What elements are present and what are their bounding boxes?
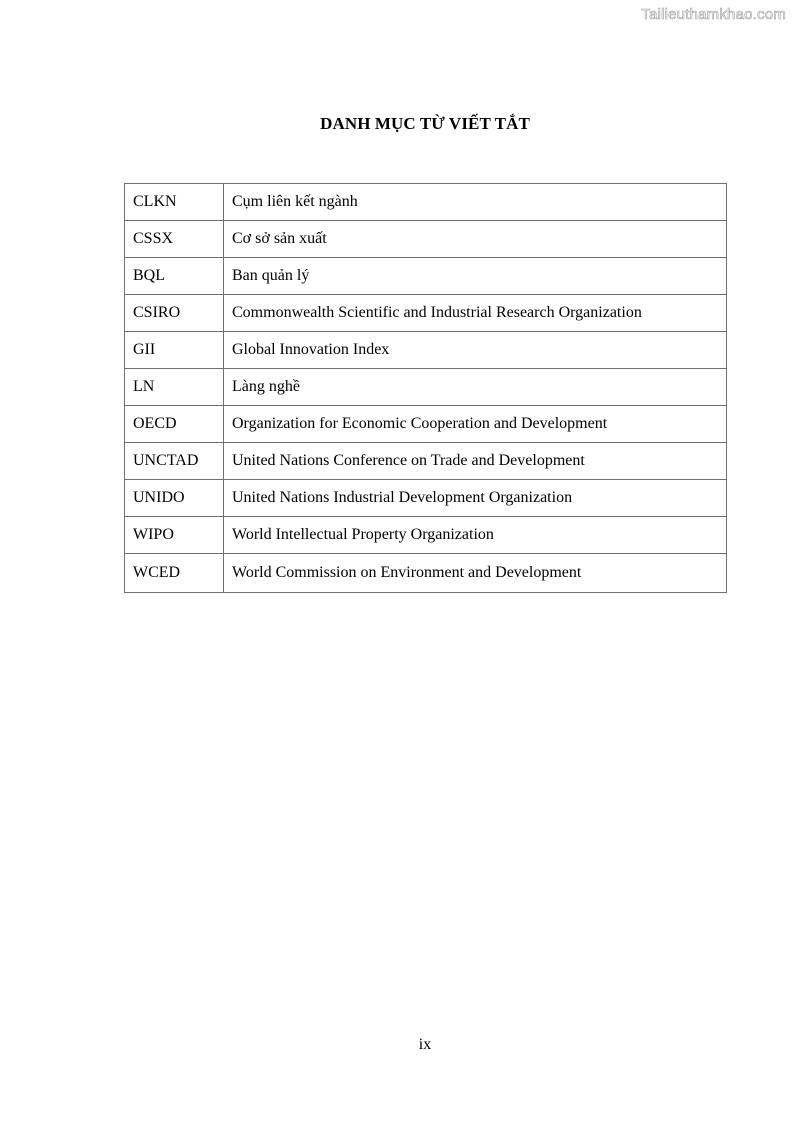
table-row xyxy=(125,517,727,554)
table-row xyxy=(125,258,727,295)
table-row xyxy=(125,369,727,406)
abbreviation-code: GII xyxy=(125,332,224,369)
abbreviation-meaning: Ban quản lý xyxy=(224,258,727,295)
table-row xyxy=(125,443,727,480)
abbreviation-code: CSSX xyxy=(125,221,224,258)
abbreviation-code: LN xyxy=(125,369,224,406)
page-number: ix xyxy=(418,1036,432,1053)
abbreviation-meaning: World Commission on Environment and Development xyxy=(224,554,727,593)
abbreviation-meaning: United Nations Conference on Trade and Development xyxy=(224,443,727,480)
table-row xyxy=(125,554,727,593)
abbreviation-code: WCED xyxy=(125,554,224,593)
abbreviation-code: UNCTAD xyxy=(125,443,224,480)
watermark: Tailieuthamkhao.com xyxy=(641,6,786,23)
table-row xyxy=(125,406,727,443)
abbreviation-meaning: United Nations Industrial Development Organization xyxy=(224,480,727,517)
table-row xyxy=(125,480,727,517)
abbreviation-meaning: Làng nghề xyxy=(224,369,727,406)
abbreviation-code: CLKN xyxy=(125,184,224,221)
abbreviation-code: BQL xyxy=(125,258,224,295)
abbreviation-code: WIPO xyxy=(125,517,224,554)
abbreviation-meaning: Commonwealth Scientific and Industrial Research Organization xyxy=(224,295,727,332)
table-row xyxy=(125,221,727,258)
table-row xyxy=(125,184,727,221)
abbreviation-code: CSIRO xyxy=(125,295,224,332)
abbreviation-meaning: World Intellectual Property Organization xyxy=(224,517,727,554)
abbreviation-meaning: Cơ sở sản xuất xyxy=(224,221,727,258)
table-row xyxy=(125,332,727,369)
abbreviation-code: UNIDO xyxy=(125,480,224,517)
table-row xyxy=(125,295,727,332)
abbreviation-meaning: Global Innovation Index xyxy=(224,332,727,369)
abbreviation-table xyxy=(124,183,727,593)
page-title: DANH MỤC TỪ VIẾT TẮT xyxy=(320,114,530,133)
abbreviation-meaning: Cụm liên kết ngành xyxy=(224,184,727,221)
abbreviation-code: OECD xyxy=(125,406,224,443)
abbreviation-meaning: Organization for Economic Cooperation and Development xyxy=(224,406,727,443)
